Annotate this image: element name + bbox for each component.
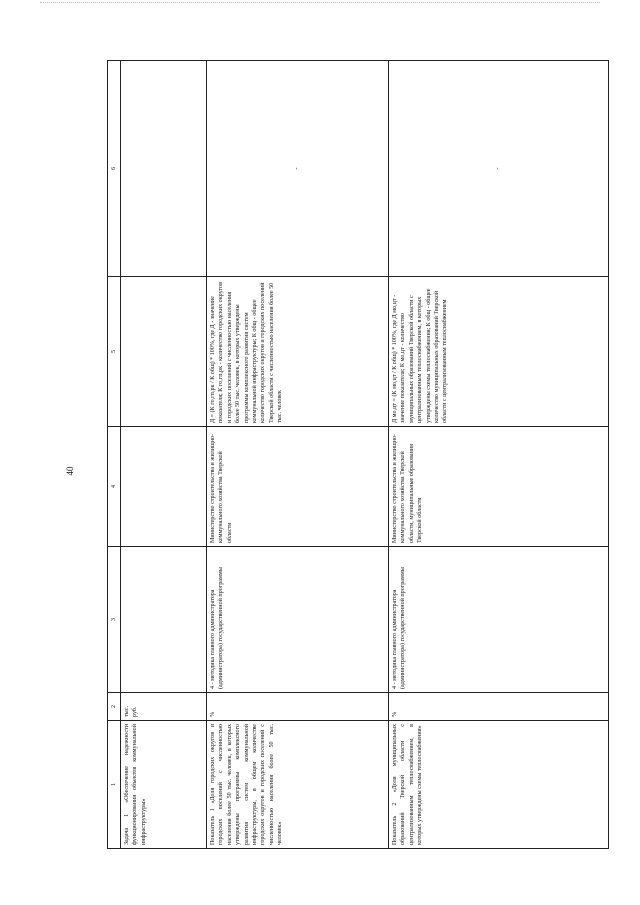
row-method: 4 - методика главного администратора (администратора) государственной программы — [389, 547, 609, 693]
row-notes: - — [207, 61, 389, 277]
row-unit: тыс. руб. — [121, 693, 207, 721]
row-formula: Д = (К го,гп,рк / К общ) * 100%, где Д - значение показателя; К го,гп,рк - количество городских округов и городских поселений с численностью населения более 50 тыс. человек, в которых утверждены программы комплексного развития систем коммунальной инфраструктуры; К общ - общее количество городских округов и городских поселений Тверской области с численностью населения более 50 тыс. человек — [207, 277, 389, 427]
row-notes — [121, 61, 207, 277]
row-name: Показатель 1 «Доля городских округов и городских поселений с численностью населения более 50 тыс. человек, в которых утверждены программы комплексного развития систем коммунальной инфраструктуры, в общем количестве городских округов и городских поселений с численностью населения более 50 тыс. человек» — [207, 721, 389, 849]
row-responsible: Министерство строительства и жилищно-коммунального хозяйства Тверской области — [207, 427, 389, 547]
row-formula: Д мо,цт = (К мо,цт / К общ) * 100%, где Д мо,цт - значение показателя; К мо,цт - количество муниципальных образований Тверской области с централизованным теплоснабжением, в которых утверждены схемы теплоснабжения; К общ - общее количество муниципальных образований Тверской области с централизованным теплоснабжением — [389, 277, 609, 427]
row-unit: % — [389, 693, 609, 721]
row-responsible: Министерство строительства и жилищно-коммунального хозяйства Тверской области, муниципальные образования Тверской области — [389, 427, 609, 547]
row-method — [121, 547, 207, 693]
header-col-5: 5 — [108, 277, 121, 427]
row-method: 4 - методика главного администратора (администратора) государственной программы — [207, 547, 389, 693]
table-row — [207, 61, 389, 849]
rotated-table-container — [107, 61, 607, 849]
header-col-3: 3 — [108, 547, 121, 693]
row-formula — [121, 277, 207, 427]
table-row — [121, 61, 207, 849]
indicators-table — [107, 60, 609, 849]
table-row — [389, 61, 609, 849]
header-col-6: 6 — [108, 61, 121, 277]
row-responsible — [121, 427, 207, 547]
page-number: 40 — [65, 466, 75, 476]
header-row — [108, 61, 121, 849]
scan-artifact-top — [40, 2, 600, 4]
header-col-4: 4 — [108, 427, 121, 547]
row-notes: - — [389, 61, 609, 277]
header-col-2: 2 — [108, 693, 121, 721]
row-name: Задача 1 «Обеспечение надежности функционирования объектов коммунальной инфраструктуры» — [121, 721, 207, 849]
header-col-1: 1 — [108, 721, 121, 849]
row-name: Показатель 2 «Доля муниципальных образований Тверской области с централизованным теплоснабжением, в которых утверждены схемы теплоснабжения» — [389, 721, 609, 849]
row-unit: % — [207, 693, 389, 721]
